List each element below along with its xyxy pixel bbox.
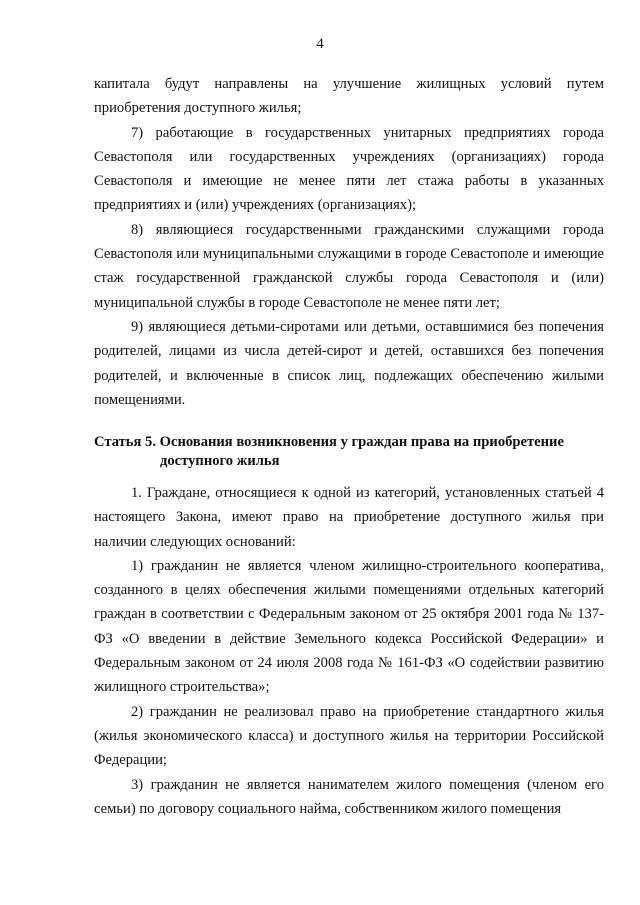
list-item-8: 8) являющиеся государственными гражданскими служащими города Севастополя или муниципальными служащими в городе Севастополе и имеющие стаж государственной гражданской службы города Севастополя и (или) муниципальной службы в городе Севастополе не менее пяти лет; — [94, 221, 604, 311]
body-text-lower — [94, 481, 604, 821]
condition-item-1: 1) гражданин не является членом жилищно-строительного кооператива, созданного в целях обеспечения жилыми помещениями отдельных категорий граждан в соответствии с Федеральным законом от 25 октября 2001 года № 137-ФЗ «О введении в действие Земельного кодекса Российской Федерации» и Федеральным законом от 24 июля 2008 года № 161-ФЗ «О содействии развитию жилищного строительства»; — [94, 557, 604, 696]
condition-item-3: 3) гражданин не является нанимателем жилого помещения (членом его семьи) по договору социального найма, собственником жилого помещения — [94, 776, 604, 817]
condition-item-2: 2) гражданин не реализовал право на приобретение стандартного жилья (жилья экономического класса) и доступного жилья на территории Российской Федерации; — [94, 703, 604, 769]
article-5-clause-1: 1. Граждане, относящиеся к одной из категорий, установленных статьей 4 настоящего Закона, имеют право на приобретение доступного жилья при наличии следующих оснований: — [94, 485, 604, 550]
article-heading-line-1: Статья 5. Основания возникновения у граждан права на приобретение — [94, 434, 564, 450]
page-number: 4 — [316, 36, 324, 52]
paragraph-continuation: капитала будут направлены на улучшение жилищных условий путем приобретения доступного жилья; — [94, 76, 604, 117]
body-text-upper — [94, 72, 604, 412]
list-item-7: 7) работающие в государственных унитарных предприятиях города Севастополя или государственных учреждениях (организациях) города Севастополя и имеющие не менее пяти лет стажа работы в указанных предприятиях и (или) учреждениях (организациях); — [94, 124, 604, 214]
article-5-heading — [94, 433, 604, 471]
list-item-9: 9) являющиеся детьми-сиротами или детьми, оставшимися без попечения родителей, лицами из числа детей-сирот и детей, оставшихся без попечения родителей, и включенные в список лиц, подлежащих обеспечению жилыми помещениями. — [94, 318, 604, 408]
article-heading-line-2: доступного жилья — [160, 453, 280, 469]
